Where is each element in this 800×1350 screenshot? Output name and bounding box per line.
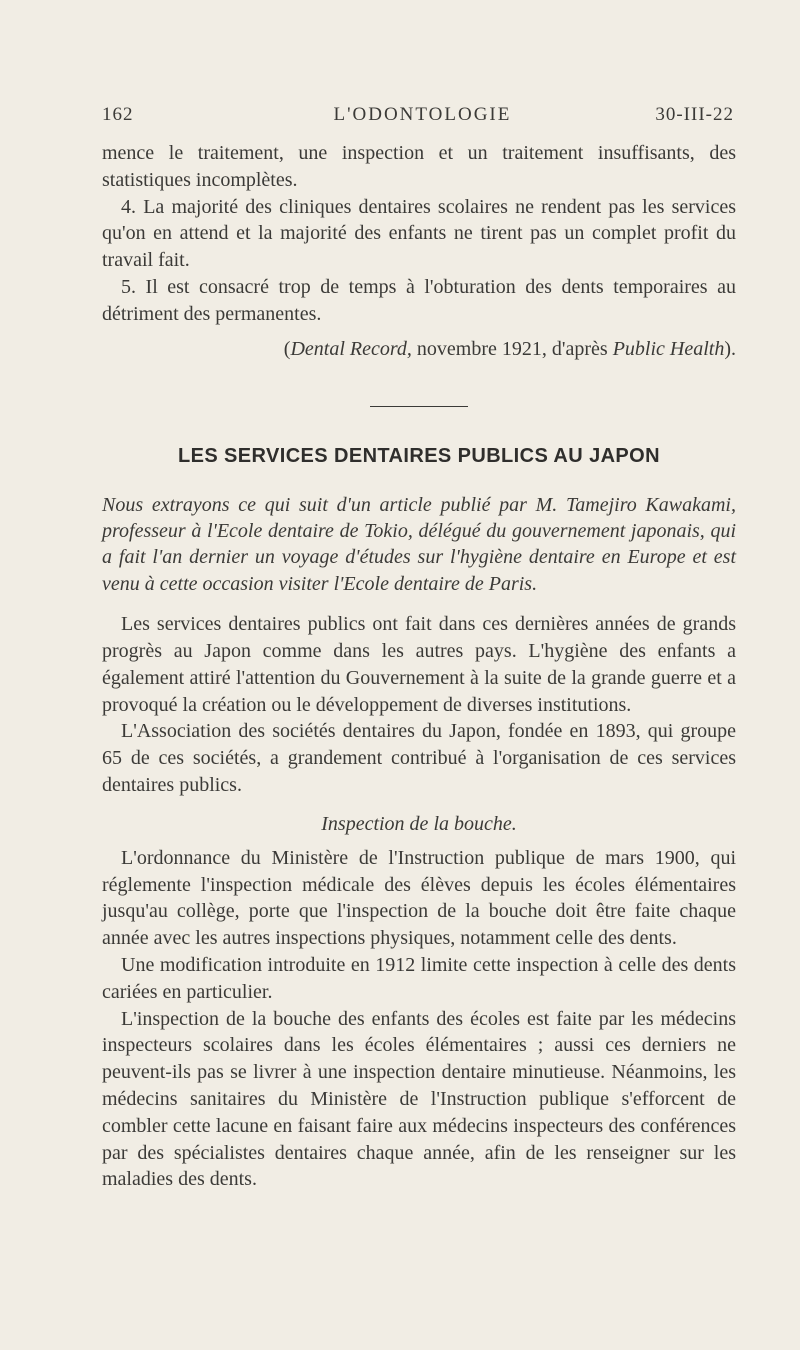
source-journal: Dental Record, [290,337,412,360]
issue-date: 30-III-22 [655,104,734,125]
subheading: Inspection de la bouche. [321,812,517,835]
body-paragraph: L'Association des sociétés dentaires du Japon, fondée en 1893, qui groupe 65 de ces sociétés, a grandement contribué à l'organisation de ces services dentaires publics. [102,720,736,796]
body-paragraph: L'ordonnance du Ministère de l'Instruction publique de mars 1900, qui réglemente l'inspection médicale des élèves depuis les écoles élémentaires jusqu'au collège, porte que l'inspection de la bouche doit être faite chaque année avec les autres inspections physiques, notamment celle des dents. [102,846,736,950]
intro-paragraph: Nous extrayons ce qui suit d'un article publié par M. Tamejiro Kawakami, professeur à l'Ecole dentaire de Tokio, délégué du gouvernement japonais, qui a fait l'an dernier un voyage d'études sur l'hygiène dentaire en Europe et est venu à cette occasion visiter l'Ecole dentaire de Paris. [102,493,736,595]
section-divider [370,406,468,407]
source-close: ). [724,337,736,360]
continuation-paragraph: mence le traitement, une inspection et un traitement insuffisants, des statistiques incomplètes. [102,142,736,191]
source-publication: Public Health [612,337,725,360]
numbered-paragraph-4: 4. La majorité des cliniques dentaires scolaires ne rendent pas les services qu'on en attend et la majorité des enfants ne tirent pas un complet profit du travail fait. [102,195,736,272]
page-body [102,140,736,1193]
running-title: L'ODONTOLOGIE [333,104,512,125]
running-header [102,104,734,126]
section-title: LES SERVICES DENTAIRES PUBLICS AU JAPON [178,444,660,467]
page-number: 162 [102,104,134,125]
numbered-paragraph-5: 5. Il est consacré trop de temps à l'obturation des dents temporaires au détriment des permanentes. [102,275,736,325]
source-citation: (Dental Record, novembre 1921, d'après Public Health). [283,337,736,360]
body-paragraph: Les services dentaires publics ont fait dans ces dernières années de grands progrès au Japon comme dans les autres pays. L'hygiène des enfants a également attiré l'attention du Gouvernement à la suite de la grande guerre et a provoqué la création ou le développement de diverses institutions. [102,613,736,716]
body-paragraph: Une modification introduite en 1912 limite cette inspection à celle des dents cariées en particulier. [102,953,736,1003]
source-date: novembre 1921, d'après [411,337,613,360]
body-paragraph: L'inspection de la bouche des enfants des écoles est faite par les médecins inspecteurs scolaires dans les écoles élémentaires ; aussi ces derniers ne peuvent-ils pas se livrer à une inspection dentaire minutieuse. Néanmoins, les médecins sanitaires du Ministère de l'Instruction publique s'efforcent de combler cette lacune en faisant faire aux médecins inspecteurs des conférences par des spécialistes dentaires chaque année, afin de les renseigner sur les maladies des dents. [102,1007,736,1191]
